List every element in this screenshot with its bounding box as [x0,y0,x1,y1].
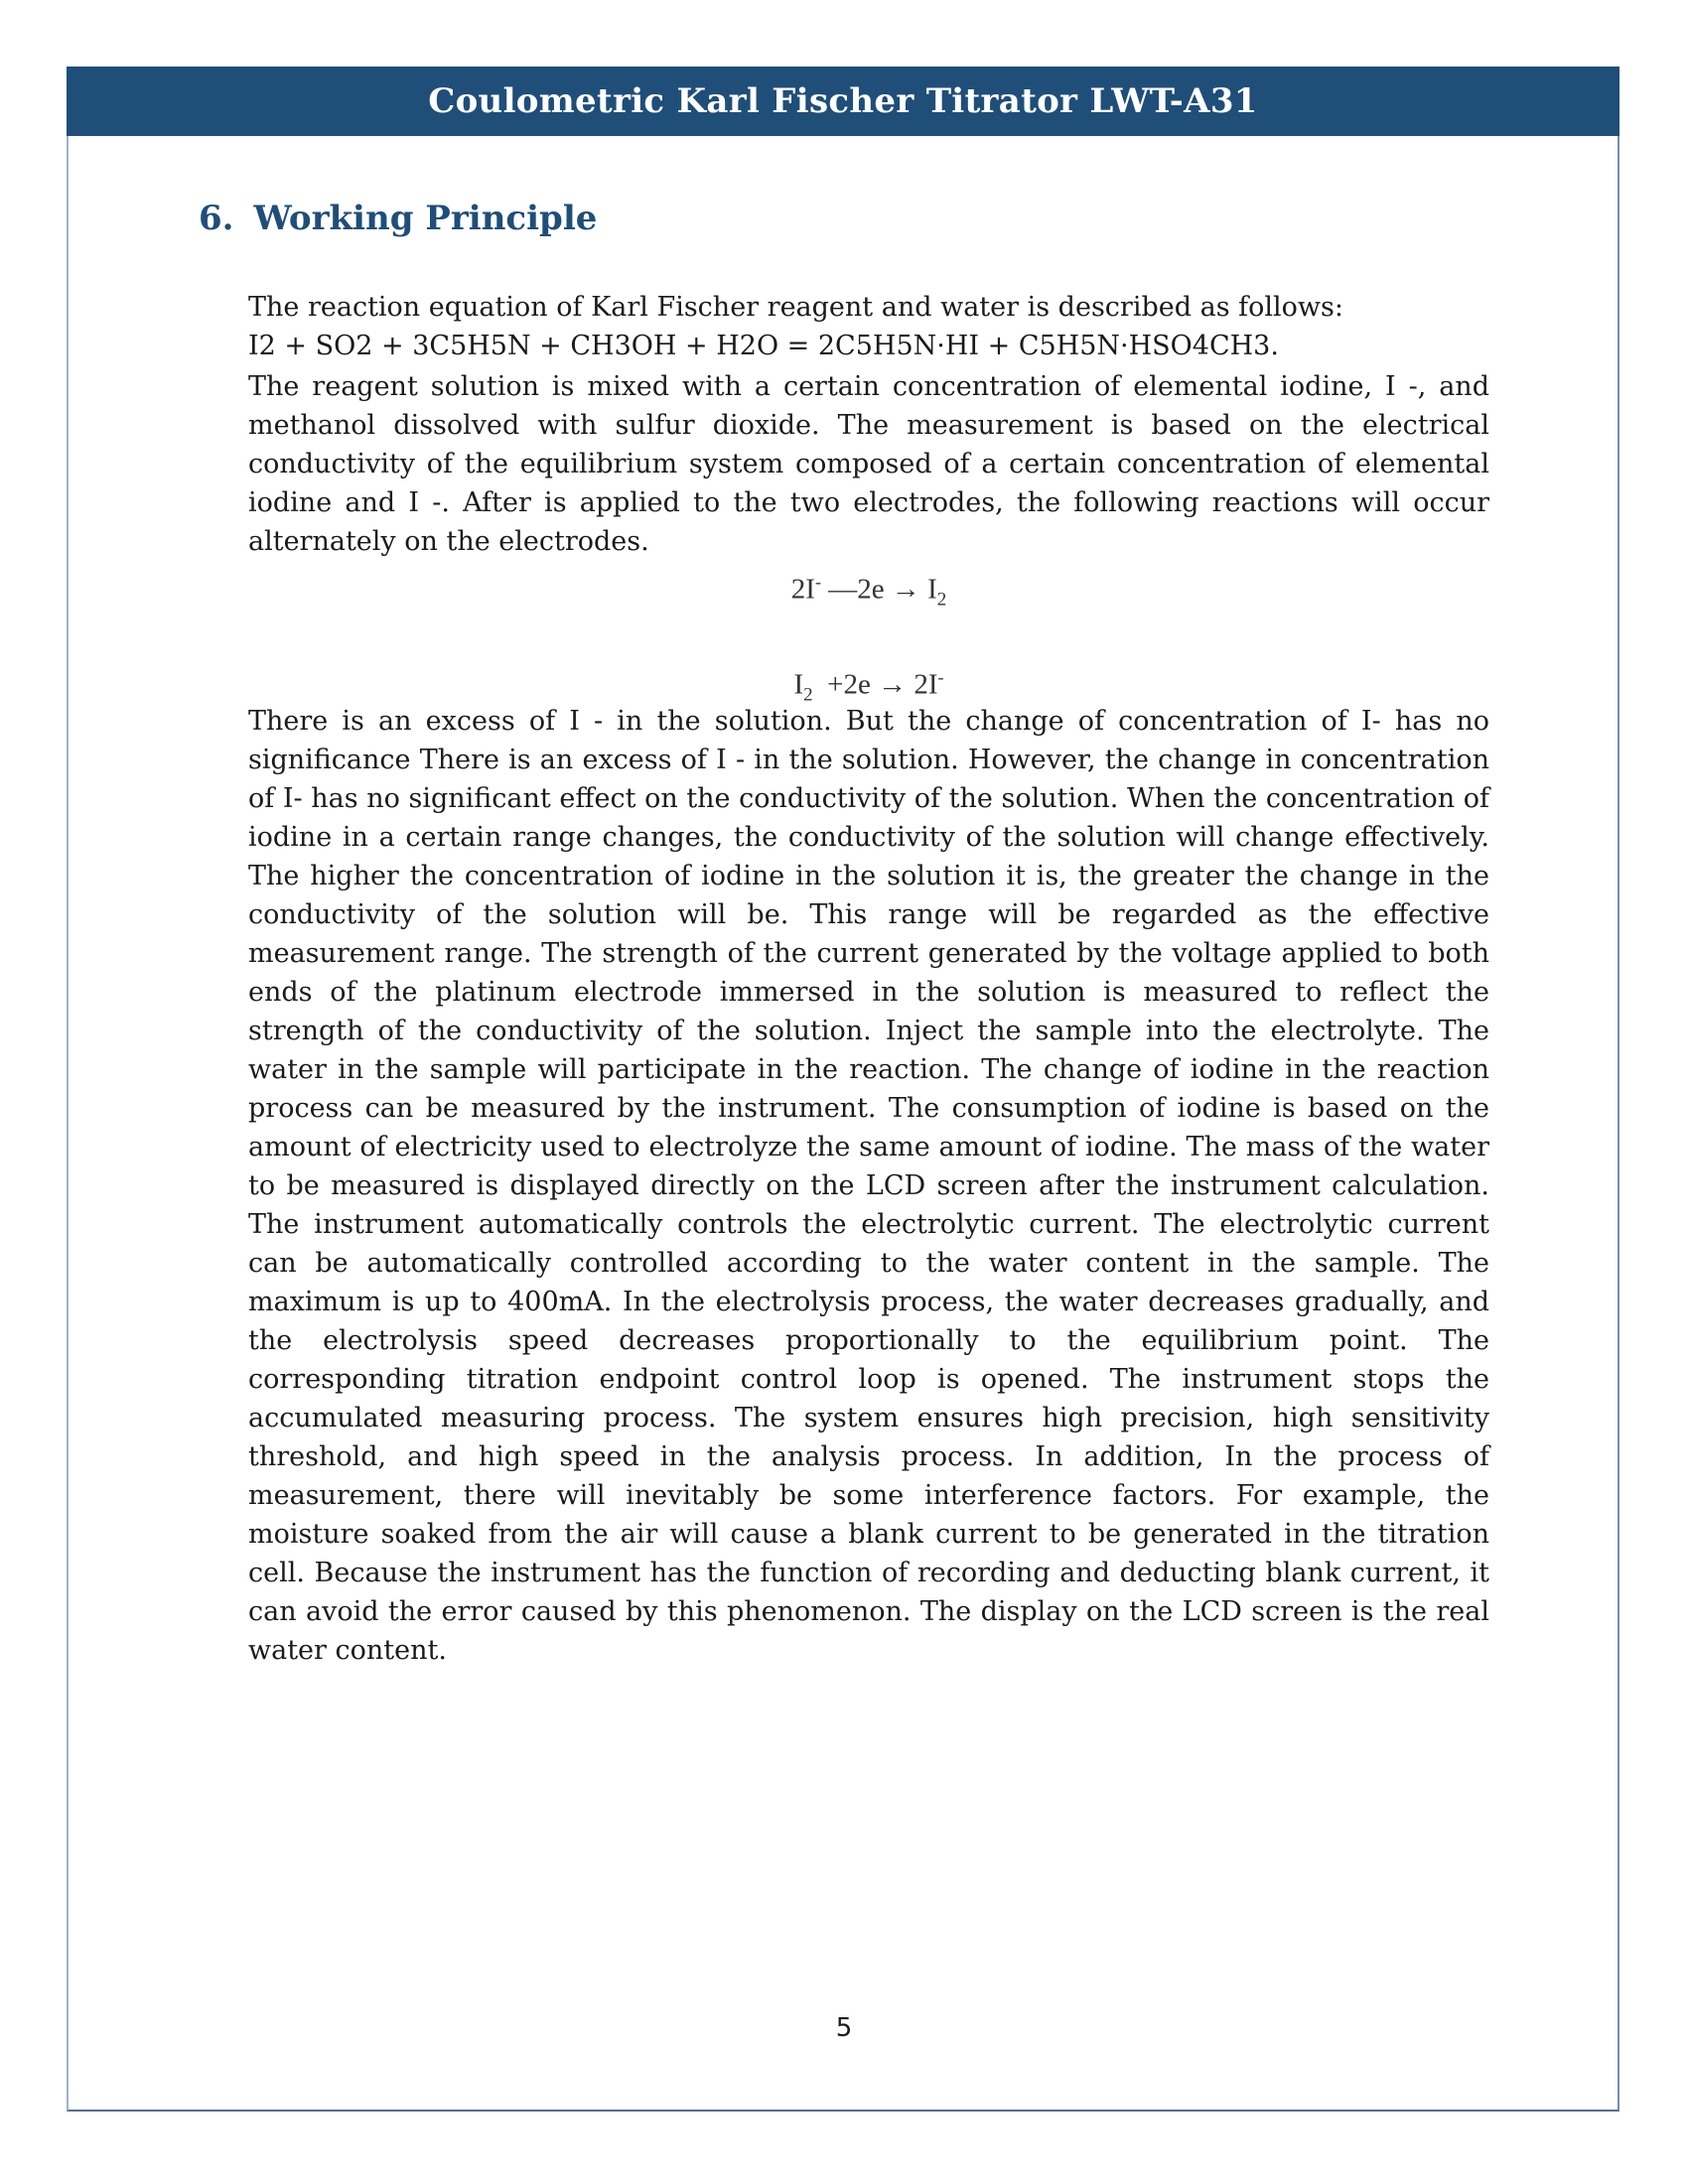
section-title: Working Principle [253,199,598,238]
electrode-equations [248,561,1489,706]
intro-line: The reaction equation of Karl Fischer reagent and water is described as follows: [248,292,1343,323]
section-number: 6. [199,199,234,238]
body-content [248,288,1489,1670]
page-number: 5 [835,2013,853,2043]
section-heading [199,199,597,238]
paragraph-1: The reagent solution is mixed with a certain concentration of elemental iodine, I -, and methanol dissolved with sulfur dioxide. The measurement is based on the electrical conductivity of the equilibrium system composed of a certain concentration of elemental iodine and I -. After is applied to the two electrodes, the following reactions will occur alternately on the electrodes. [248,371,1489,557]
document-title: Coulometric Karl Fischer Titrator LWT-A31 [428,81,1258,121]
reduction-equation: $I_2 +2e \to 2I^-$ [793,667,944,706]
oxidation-equation: 2I- —2e → $I_2$ [790,572,947,611]
paragraph-2: There is an excess of I - in the solution. But the change of concentration of I- has no significance There is an excess of I - in the solution. However, the change in concentration of I- has no significant effect on the conductivity of the solution. When the concentration of iodine in a certain range changes, the conductivity of the solution will change effectively. The higher the concentration of iodine in the solution it is, the greater the change in the conductivity of the solution will be. This range will be regarded as the effective measurement range. The strength of the current generated by the voltage applied to both ends of the platinum electrode immersed in the solution is measured to reflect the strength of the conductivity of the solution. Inject the sample into the electrolyte. The water in the sample will participate in the reaction. The change of iodine in the reaction process can be measured by the instrument. The consumption of iodine is based on the amount of electricity used to electrolyze the same amount of iodine. The mass of the water to be measured is displayed directly on the LCD screen after the instrument calculation. The instrument automatically controls the electrolytic current. The electrolytic current can be automatically controlled according to the water content in the sample. The maximum is up to 400mA. In the electrolysis process, the water decreases gradually, and the electrolysis speed decreases proportionally to the equilibrium point. The corresponding titration endpoint control loop is opened. The instrument stops the accumulated measuring process. The system ensures high precision, high sensitivity threshold, and high speed in the analysis process. In addition, In the process of measurement, there will inevitably be some interference factors. For example, the moisture soaked from the air will cause a blank current to be generated in the titration cell. Because the instrument has the function of recording and deducting blank current, it can avoid the error caused by this phenomenon. The display on the LCD screen is the real water content. [248,706,1489,1666]
reaction-equation: I2 + SO2 + 3C5H5N + CH3OH + H2O = 2C5H5N·HI + C5H5N·HSO4CH3. [248,331,1279,361]
document-header [67,67,1619,136]
